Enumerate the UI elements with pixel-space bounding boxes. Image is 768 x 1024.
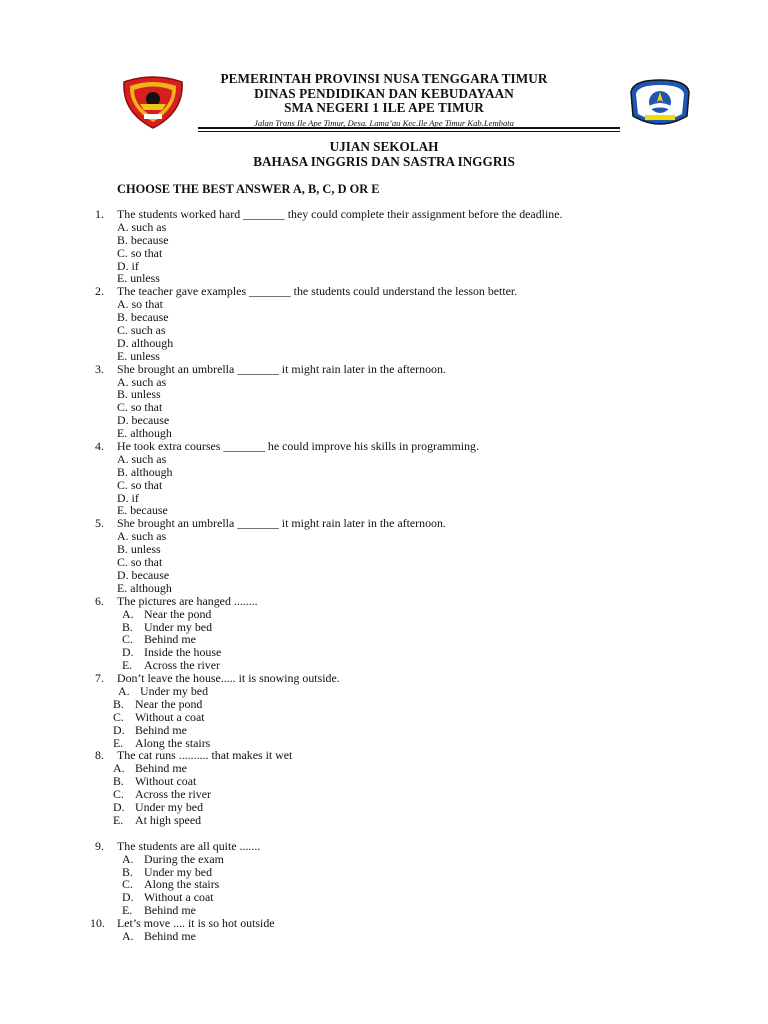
letterhead — [180, 72, 588, 129]
option-letter: D. — [122, 645, 134, 660]
option-e: E. unless — [117, 348, 160, 363]
option-b: Without coat — [135, 774, 197, 789]
option-e: E. although — [117, 580, 172, 595]
header-rule-thick — [198, 127, 620, 129]
option-a: Under my bed — [140, 683, 209, 698]
option-d: Under my bed — [135, 799, 204, 814]
option-letter: A. — [122, 606, 134, 621]
option-d: D. although — [117, 335, 174, 350]
option-a: A. such as — [117, 219, 167, 234]
question-text: The teacher gave examples _______ the students could understand the lesson better. — [117, 284, 518, 299]
header-address: Jalan Trans Ile Ape Timur, Desa. Lama’au Kec.Ile Ape Timur Kab.Lembata — [254, 117, 514, 128]
question-3 — [0, 363, 768, 440]
option-letter: E. — [122, 903, 133, 918]
question-10 — [0, 917, 768, 943]
exam-instruction: CHOOSE THE BEST ANSWER A, B, C, D OR E — [117, 182, 380, 196]
option-c: Across the river — [135, 787, 211, 802]
option-c: C. so that — [117, 477, 163, 492]
question-list — [0, 208, 768, 943]
question-number: 1. — [95, 207, 104, 221]
option-letter: B. — [122, 619, 133, 634]
question-number: 9. — [95, 838, 104, 853]
option-a: A. so that — [117, 297, 163, 312]
option-b: Near the pond — [135, 696, 203, 711]
question-2 — [0, 285, 768, 362]
option-letter: C. — [113, 709, 124, 724]
question-text: The students are all quite ....... — [117, 838, 261, 853]
option-c: C. so that — [117, 400, 163, 415]
option-letter: D. — [113, 799, 125, 814]
option-a: Near the pond — [144, 606, 212, 621]
option-letter: A. — [113, 761, 125, 776]
option-b: B. unless — [117, 542, 161, 557]
option-d: D. if — [117, 258, 139, 273]
option-e: E. although — [117, 426, 172, 441]
question-8 — [0, 749, 768, 826]
question-1 — [0, 208, 768, 285]
province-emblem-logo — [120, 74, 186, 130]
question-5 — [0, 517, 768, 594]
option-letter: E. — [113, 812, 124, 827]
option-a: During the exam — [144, 851, 224, 866]
option-letter: A. — [118, 683, 130, 698]
question-9 — [0, 840, 768, 917]
option-b: B. because — [117, 310, 169, 325]
question-6 — [0, 595, 768, 672]
question-number: 10. — [90, 916, 105, 931]
option-b: Under my bed — [144, 619, 213, 634]
question-text: She brought an umbrella _______ it might rain later in the afternoon. — [117, 516, 446, 531]
option-c: C. such as — [117, 323, 166, 338]
option-d: D. because — [117, 413, 170, 428]
question-number: 6. — [95, 593, 104, 608]
question-text: Don’t leave the house..... it is snowing outside. — [117, 671, 340, 686]
question-text: The pictures are hanged ........ — [117, 593, 258, 608]
option-c: Behind me — [144, 632, 196, 647]
question-text: Let’s move .... it is so hot outside — [117, 916, 275, 931]
option-d: D. if — [117, 490, 139, 505]
question-text: The students worked hard _______ they could complete their assignment before the deadline. — [117, 207, 563, 221]
option-d: Behind me — [135, 722, 187, 737]
option-a: Behind me — [135, 761, 187, 776]
option-letter: A. — [122, 928, 134, 943]
exam-subject: BAHASA INGGRIS DAN SASTRA INGGRIS — [253, 154, 515, 169]
option-d: Inside the house — [144, 645, 222, 660]
option-e: E. unless — [117, 271, 160, 286]
header-line-government: PEMERINTAH PROVINSI NUSA TENGGARA TIMUR — [220, 71, 548, 86]
option-c: C. so that — [117, 555, 163, 570]
option-e: E. because — [117, 503, 168, 518]
question-number: 2. — [95, 284, 104, 299]
option-letter: E. — [122, 658, 133, 673]
option-letter: B. — [113, 696, 124, 711]
header-rule-thin — [198, 131, 620, 132]
option-letter: D. — [122, 890, 134, 905]
option-c: Along the stairs — [144, 877, 220, 892]
school-emblem-logo — [627, 78, 693, 130]
option-d: Without a coat — [144, 890, 214, 905]
header-line-school: SMA NEGERI 1 ILE APE TIMUR — [284, 100, 484, 115]
question-number: 3. — [95, 361, 104, 376]
option-a: A. such as — [117, 451, 167, 466]
option-letter: D. — [113, 722, 125, 737]
question-text: She brought an umbrella _______ it might rain later in the afternoon. — [117, 361, 446, 376]
option-b: B. unless — [117, 387, 161, 402]
question-number: 7. — [95, 671, 104, 686]
option-a: A. such as — [117, 374, 167, 389]
option-letter: C. — [122, 632, 133, 647]
option-letter: C. — [122, 877, 133, 892]
question-number: 4. — [95, 439, 104, 454]
option-e: Along the stairs — [135, 735, 211, 750]
option-b: B. although — [117, 464, 173, 479]
exam-title: UJIAN SEKOLAH — [329, 139, 439, 154]
option-letter: B. — [122, 864, 133, 879]
header-line-department: DINAS PENDIDIKAN DAN KEBUDAYAAN — [254, 85, 514, 101]
question-text: He took extra courses _______ he could improve his skills in programming. — [117, 439, 479, 454]
option-b: Under my bed — [144, 864, 213, 879]
option-d: D. because — [117, 567, 170, 582]
option-e: Behind me — [144, 903, 196, 918]
question-number: 8. — [95, 748, 104, 763]
blank-line — [0, 827, 768, 840]
option-letter: E. — [113, 735, 124, 750]
option-b: B. because — [117, 232, 169, 247]
question-7 — [0, 672, 768, 749]
question-4 — [0, 440, 768, 517]
option-letter: B. — [113, 774, 124, 789]
option-a: Behind me — [144, 928, 196, 943]
question-number: 5. — [95, 516, 104, 531]
question-text: The cat runs .......... that makes it wet — [117, 748, 293, 763]
option-e: At high speed — [135, 812, 202, 827]
option-letter: A. — [122, 851, 134, 866]
option-letter: C. — [113, 787, 124, 802]
option-e: Across the river — [144, 658, 220, 673]
option-c: C. so that — [117, 245, 163, 260]
option-c: Without a coat — [135, 709, 205, 724]
option-a: A. such as — [117, 529, 167, 544]
